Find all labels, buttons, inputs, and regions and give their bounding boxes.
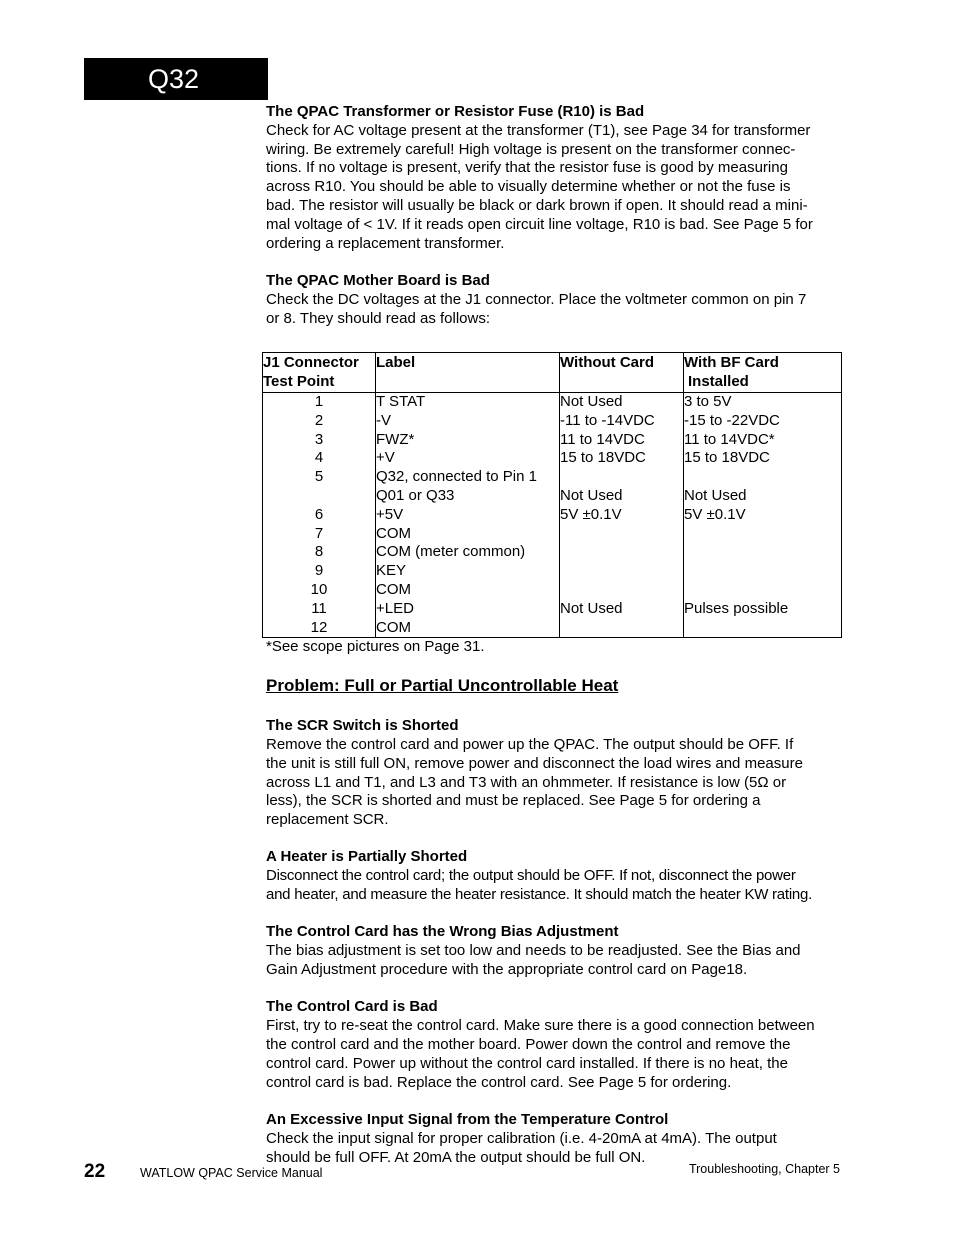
section-line: Check the input signal for proper calibration (i.e. 4-20mA at 4mA). The output — [266, 1129, 777, 1147]
cell-without-card — [560, 619, 684, 638]
table-row — [263, 562, 842, 581]
section-line: wiring. Be extremely careful! High voltage is present on the transformer connec- — [266, 140, 796, 158]
cell-label: COM — [376, 525, 560, 544]
section-line: control card. Power up without the control card installed. If there is no heat, the — [266, 1054, 788, 1072]
section-bias-adjustment — [266, 923, 842, 979]
section-line: Check for AC voltage present at the transformer (T1), see Page 34 for transformer — [266, 121, 811, 139]
section-heading: An Excessive Input Signal from the Temperature Control — [266, 1111, 669, 1129]
cell-pin: 7 — [263, 525, 376, 544]
cell-with-card — [684, 525, 842, 544]
section-line: across L1 and T1, and L3 and T3 with an ohmmeter. If resistance is low (5Ω or — [266, 773, 787, 791]
page-number: 22 — [84, 1161, 106, 1182]
section-heading: The SCR Switch is Shorted — [266, 717, 459, 735]
cell-label: COM (meter common) — [376, 543, 560, 562]
cell-label: FWZ* — [376, 431, 560, 450]
cell-label: +V — [376, 449, 560, 468]
page-content — [263, 103, 842, 1167]
section-line: across R10. You should be able to visually determine whether or not the fuse is — [266, 178, 791, 196]
section-line: control card is bad. Replace the control card. See Page 5 for ordering. — [266, 1073, 732, 1091]
cell-label: Q32, connected to Pin 1 — [376, 468, 560, 487]
cell-with-card: -15 to -22VDC — [684, 412, 842, 431]
section-line: Gain Adjustment procedure with the appropriate control card on Page18. — [266, 961, 748, 979]
header-with-bf-card — [684, 353, 842, 393]
cell-without-card — [560, 581, 684, 600]
chapter-label: Troubleshooting, Chapter 5 — [688, 1162, 840, 1176]
cell-pin — [263, 487, 376, 506]
header-without-card: Without Card — [560, 353, 684, 393]
cell-without-card: -11 to -14VDC — [560, 412, 684, 431]
section-mother-board — [266, 272, 842, 328]
section-line: less), the SCR is shorted and must be replaced. See Page 5 for ordering a — [266, 792, 761, 810]
section-line: the control card and the mother board. Power down the control and remove the — [266, 1036, 791, 1054]
cell-with-card: Pulses possible — [684, 600, 842, 619]
table-row — [263, 543, 842, 562]
table-row — [263, 487, 842, 506]
section-transformer-fuse — [266, 103, 842, 253]
section-heading: The Control Card has the Wrong Bias Adjustment — [266, 923, 619, 941]
cell-pin: 5 — [263, 468, 376, 487]
table-row — [263, 581, 842, 600]
section-line: mal voltage of < 1V. If it reads open circuit line voltage, R10 is bad. See Page 5 for — [266, 215, 813, 233]
cell-without-card: Not Used — [560, 600, 684, 619]
cell-pin: 2 — [263, 412, 376, 431]
section-line: bad. The resistor will usually be black or dark brown if open. It should read a mini- — [266, 196, 808, 214]
section-line: ordering a replacement transformer. — [266, 234, 505, 252]
problem-heading: Problem: Full or Partial Uncontrollable Heat — [266, 676, 619, 696]
section-line: tions. If no voltage is present, verify that the resistor fuse is good by measuring — [266, 159, 788, 177]
table-row — [263, 525, 842, 544]
cell-without-card: Not Used — [560, 392, 684, 411]
cell-with-card — [684, 543, 842, 562]
section-line: should be full OFF. At 20mA the output should be full ON. — [266, 1148, 646, 1166]
cell-label: +LED — [376, 600, 560, 619]
cell-pin: 12 — [263, 619, 376, 638]
cell-without-card — [560, 562, 684, 581]
cell-pin: 1 — [263, 392, 376, 411]
cell-pin: 4 — [263, 449, 376, 468]
cell-pin: 10 — [263, 581, 376, 600]
section-line: Disconnect the control card; the output should be OFF. If not, disconnect the power — [266, 867, 796, 885]
cell-with-card — [684, 619, 842, 638]
cell-without-card: 15 to 18VDC — [560, 449, 684, 468]
cell-with-card — [684, 581, 842, 600]
header-test-point-line2: Test Point — [263, 373, 335, 391]
table-row — [263, 392, 842, 411]
section-line: the unit is still full ON, remove power and disconnect the load wires and measure — [266, 754, 803, 772]
section-scr-shorted — [266, 717, 842, 830]
section-line: Remove the control card and power up the QPAC. The output should be OFF. If — [266, 735, 794, 753]
cell-pin: 3 — [263, 431, 376, 450]
cell-without-card — [560, 543, 684, 562]
cell-without-card — [560, 468, 684, 487]
cell-with-card: 3 to 5V — [684, 392, 842, 411]
table-row — [263, 431, 842, 450]
cell-with-card: 15 to 18VDC — [684, 449, 842, 468]
cell-label: Q01 or Q33 — [376, 487, 560, 506]
table-row — [263, 468, 842, 487]
cell-label: -V — [376, 412, 560, 431]
section-heater-shorted — [266, 848, 842, 904]
table-footnote: *See scope pictures on Page 31. — [266, 638, 485, 656]
cell-label: COM — [376, 619, 560, 638]
section-line: The bias adjustment is set too low and needs to be readjusted. See the Bias and — [266, 942, 801, 960]
section-heading: A Heater is Partially Shorted — [266, 848, 468, 866]
cell-pin: 9 — [263, 562, 376, 581]
chapter-tab-label: Q32 — [148, 64, 200, 94]
cell-with-card — [684, 562, 842, 581]
table-row — [263, 506, 842, 525]
section-excessive-input — [266, 1111, 842, 1167]
section-line: Check the DC voltages at the J1 connector. Place the voltmeter common on pin 7 — [266, 290, 807, 308]
cell-label: +5V — [376, 506, 560, 525]
header-label: Label — [376, 353, 560, 393]
table-header-row — [263, 353, 842, 393]
cell-pin: 6 — [263, 506, 376, 525]
table-row — [263, 600, 842, 619]
section-heading: The Control Card is Bad — [266, 998, 438, 1016]
cell-with-card: 11 to 14VDC* — [684, 431, 842, 450]
header-test-point-line1: J1 Connector — [263, 354, 359, 372]
table-row — [263, 412, 842, 431]
cell-without-card: 11 to 14VDC — [560, 431, 684, 450]
header-with-bf-card-line2: Installed — [688, 373, 749, 391]
section-heading: The QPAC Transformer or Resistor Fuse (R10) is Bad — [266, 103, 645, 120]
header-test-point — [263, 353, 376, 393]
section-line: or 8. They should read as follows: — [266, 309, 491, 327]
chapter-tab — [84, 58, 268, 100]
section-line: First, try to re-seat the control card. Make sure there is a good connection between — [266, 1017, 815, 1035]
manual-title: WATLOW QPAC Service Manual — [140, 1166, 323, 1180]
cell-without-card — [560, 525, 684, 544]
cell-label: T STAT — [376, 392, 560, 411]
section-line: and heater, and measure the heater resistance. It should match the heater KW rating. — [266, 886, 812, 904]
table-row — [263, 619, 842, 638]
section-heading: The QPAC Mother Board is Bad — [266, 271, 490, 289]
cell-with-card: 5V ±0.1V — [684, 506, 842, 525]
cell-with-card: Not Used — [684, 487, 842, 506]
cell-pin: 11 — [263, 600, 376, 619]
table-row — [263, 449, 842, 468]
section-control-card-bad — [266, 998, 842, 1092]
j1-connector-table — [262, 352, 842, 638]
cell-label: KEY — [376, 562, 560, 581]
cell-pin: 8 — [263, 543, 376, 562]
header-with-bf-card-line1: With BF Card — [684, 354, 779, 372]
cell-without-card: 5V ±0.1V — [560, 506, 684, 525]
cell-label: COM — [376, 581, 560, 600]
cell-without-card: Not Used — [560, 487, 684, 506]
cell-with-card — [684, 468, 842, 487]
section-line: replacement SCR. — [266, 811, 389, 829]
